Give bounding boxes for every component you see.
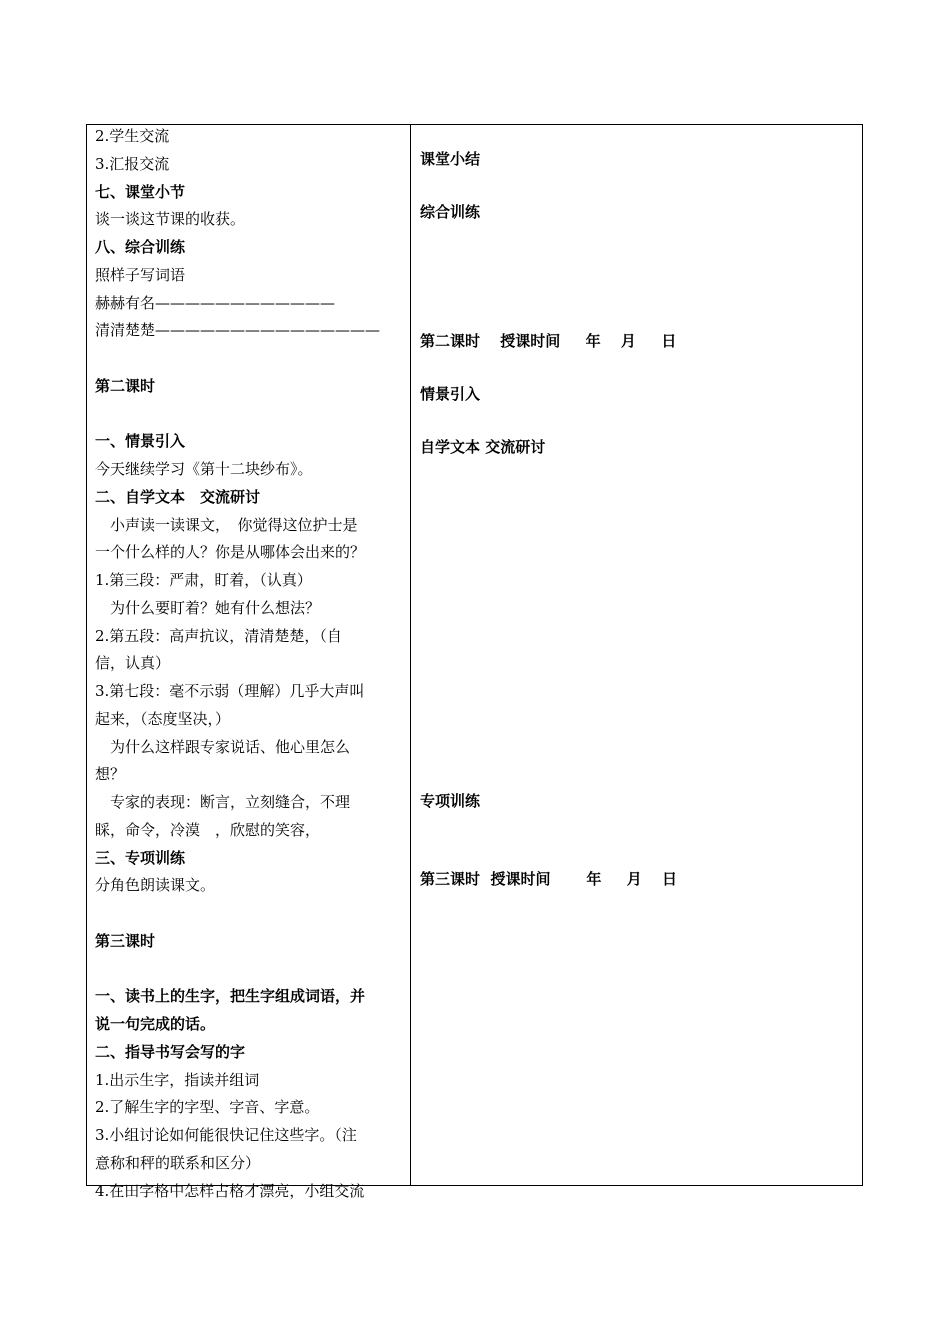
text-line: 信，认真） xyxy=(95,654,171,673)
text-line: 赫赫有名———————————— xyxy=(95,293,336,312)
right-heading: 情景引入 xyxy=(420,385,481,403)
section-heading: 第二课时 xyxy=(95,376,156,395)
text-line: 1.第三段：严肃，盯着，（认真） xyxy=(95,571,312,589)
right-heading: 第三课时 授课时间 年 月 日 xyxy=(420,870,678,888)
column-divider xyxy=(410,125,411,1185)
text-line: 2.第五段：高声抗议，清清楚楚，（自 xyxy=(95,626,342,645)
text-line: 3.第七段：毫不示弱（理解）几乎大声叫 xyxy=(95,682,365,700)
section-heading: 一、读书上的生字，把生字组成词语，并 xyxy=(95,987,366,1006)
text-line: 2.了解生字的字型、字音、字意。 xyxy=(95,1098,320,1117)
text-line: 睬，命令，冷漠 ，欣慰的笑容， xyxy=(95,820,321,839)
text-line: 专家的表现：断言，立刻缝合，不理 xyxy=(95,793,351,811)
section-heading: 三、专项训练 xyxy=(95,848,186,867)
right-heading: 综合训练 xyxy=(420,203,481,221)
text-line: 为什么要盯着？她有什么想法？ xyxy=(95,598,321,617)
text-line: 分角色朗读课文。 xyxy=(95,876,216,895)
text-line: 2.学生交流 xyxy=(95,127,170,145)
text-line: 今天继续学习《第十二块纱布》。 xyxy=(95,460,313,478)
text-line: 1.出示生字，指读并组词 xyxy=(95,1070,260,1089)
section-heading: 第三课时 xyxy=(95,931,156,950)
text-line: 一个什么样的人？你是从哪体会出来的？ xyxy=(95,543,366,562)
text-line: 想？ xyxy=(95,765,126,784)
text-line: 起来，（态度坚决，） xyxy=(95,709,231,728)
section-heading: 说一句完成的话。 xyxy=(95,1015,216,1033)
text-line: 3.汇报交流 xyxy=(95,154,170,173)
lesson-plan-table xyxy=(86,124,863,1200)
text-line: 清清楚楚——————————————— xyxy=(95,321,381,340)
text-line: 照样子写词语 xyxy=(95,265,186,284)
right-heading: 课堂小结 xyxy=(420,150,481,168)
section-heading: 八、综合训练 xyxy=(95,238,186,256)
text-line: 意称和秤的联系和区分） xyxy=(95,1153,261,1172)
text-line: 3.小组讨论如何能很快记住这些字。（注 xyxy=(95,1126,357,1144)
section-heading: 二、指导书写会写的字 xyxy=(95,1042,246,1061)
section-heading: 二、自学文本 交流研讨 xyxy=(95,487,261,506)
section-heading: 一、情景引入 xyxy=(95,432,186,451)
text-line: 4.在田字格中怎样占格才漂亮，小组交流 xyxy=(95,1181,365,1200)
text-line: 为什么这样跟专家说话、他心里怎么 xyxy=(95,737,351,756)
text-line: 谈一谈这节课的收获。 xyxy=(95,210,246,229)
text-line: 小声读一读课文， 你觉得这位护士是 xyxy=(95,515,358,534)
right-heading: 第二课时 授课时间 年 月 日 xyxy=(420,332,677,350)
right-heading: 专项训练 xyxy=(420,792,481,810)
right-heading: 自学文本 交流研讨 xyxy=(420,438,546,456)
section-heading: 七、课堂小节 xyxy=(95,182,186,201)
